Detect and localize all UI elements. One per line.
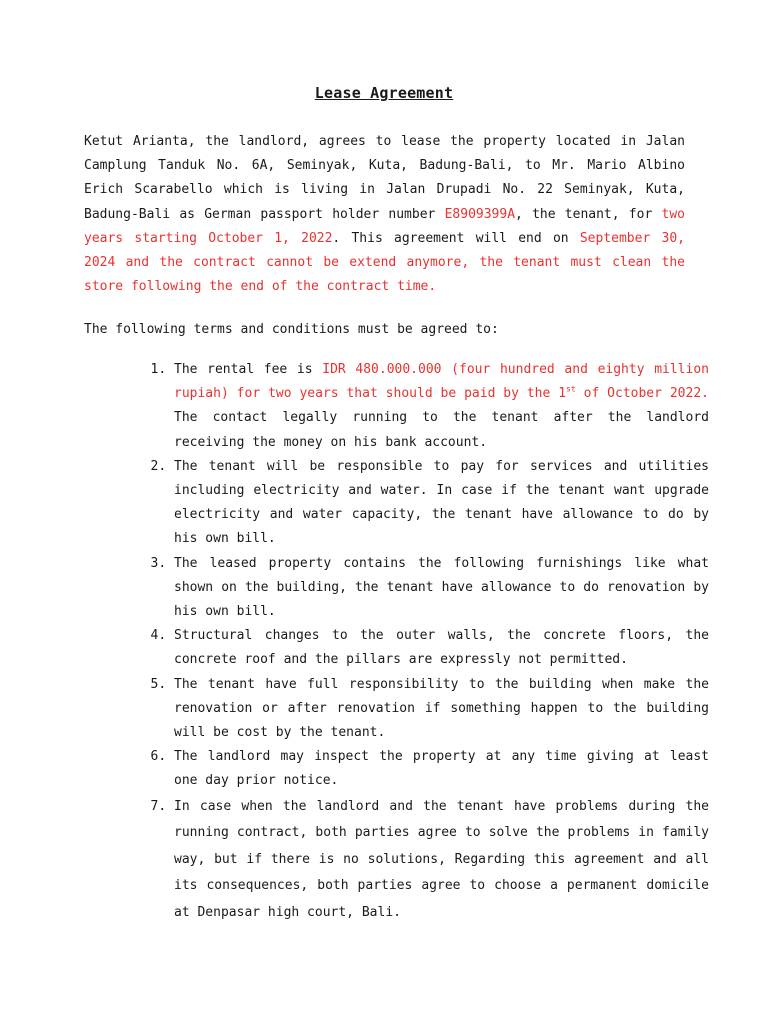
term-1-suffix: The contact legally running to the tenant after the landlord receiving the money on his bank account. [174,410,709,450]
intro-text-1: Ketut Arianta, the landlord, agrees to lease the property located in Jalan Camplung Tanduk No. 6A, Seminyak, Kuta, Badung-Bali, to Mr. Mario Albino Erich Scarabello which is living in Jalan Drupadi No. 22 Seminyak, Kuta, Badung-Bali as German passport holder number [84,134,685,222]
term-1-prefix: The rental fee is [174,362,323,377]
intro-text-3: . This agreement will end on [332,230,580,246]
term-item-5: 5. The tenant have full responsibility to the building when make the renovation or after renovation if something happen to the building will be cost by the tenant. [174,673,709,746]
ordinal-suffix: st [566,384,576,394]
term-item-1 [174,358,709,455]
term-item-3: 3. The leased property contains the following furnishings like what shown on the building, the tenant have allowance to do renovation by his own bill. [174,552,709,625]
term-item-7: 7. In case when the landlord and the tenant have problems during the running contract, both parties agree to solve the problems in family way, but if there is no solutions, Regarding this agreement and all its consequences, both parties agree to choose a permanent domicile at Denpasar high court, Bali. [174,794,709,927]
document-title: Lease Agreement [314,84,454,102]
intro-text-2: , the tenant, for [515,206,662,222]
passport-number: E8909399A [444,206,516,222]
rental-fee-text: IDR 480.000.000 (four hundred and eighty million rupiah) for two years that should be paid by the 1 [174,362,709,402]
rental-fee-date: of October 2022. [575,386,709,402]
term-item-4: 4. Structural changes to the outer walls, the concrete floors, the concrete roof and the pillars are expressly not permitted. [174,624,709,672]
term-item-2: 2. The tenant will be responsible to pay for services and utilities including electricity and water. In case if the tenant want upgrade electricity and water capacity, the tenant have allowance to do by his own bill. [174,455,709,552]
terms-lead: The following terms and conditions must be agreed to: [84,322,499,337]
term-item-6: 6. The landlord may inspect the property at any time giving at least one day prior notice. [174,745,709,793]
terms-list [150,358,709,926]
intro-paragraph [84,130,685,299]
lease-term: two years starting October 1, 2022 [84,206,685,246]
lease-end-clause: September 30, 2024 and the contract cannot be extend anymore, the tenant must clean the store following the end of the contract time. [84,230,685,295]
